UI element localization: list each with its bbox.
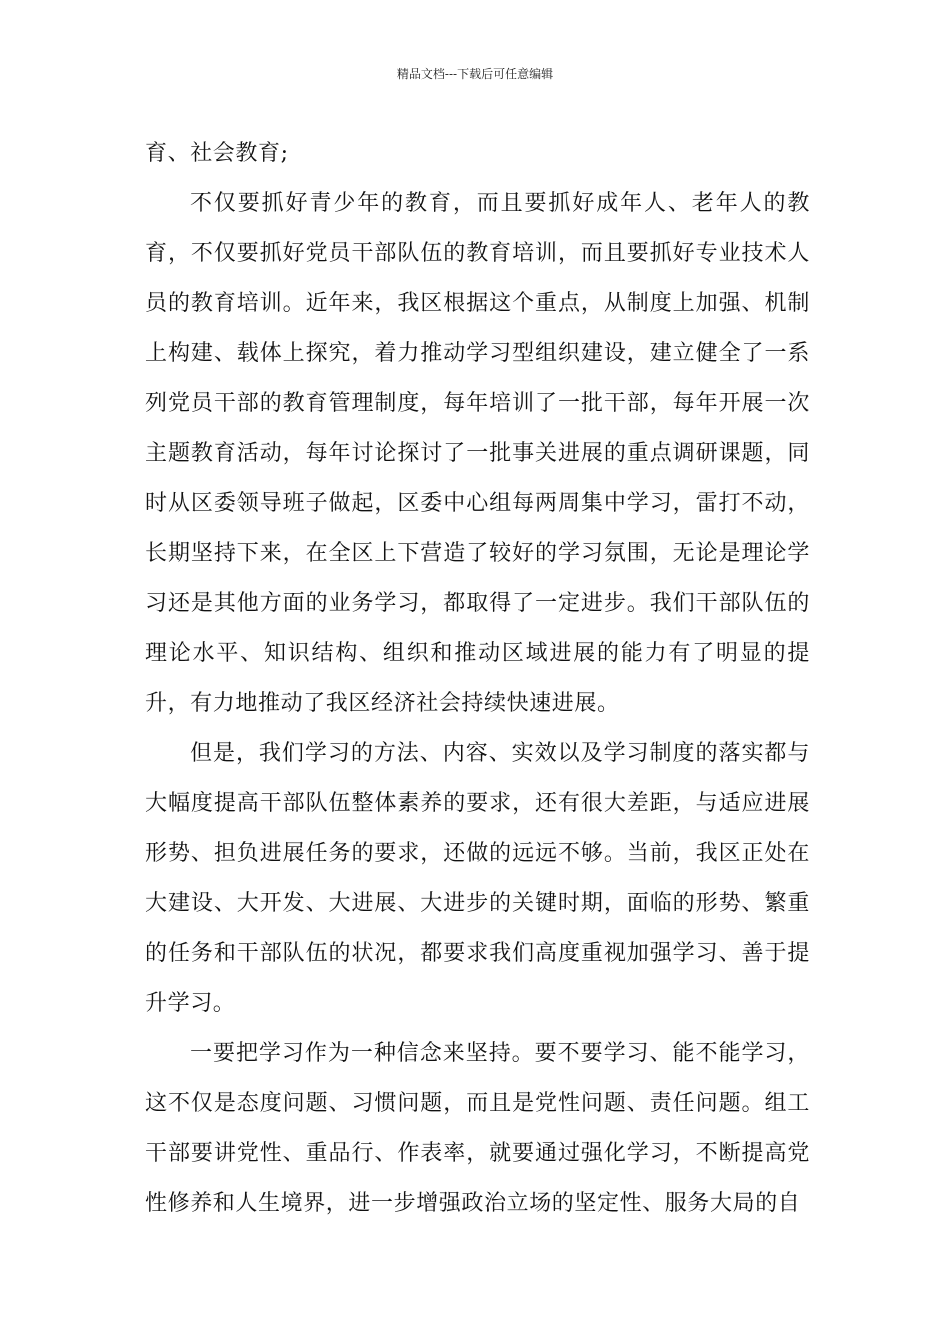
paragraph-shortcomings: 但是，我们学习的方法、内容、实效以及学习制度的落实都与大幅度提高干部队伍整体素养的要求，还有很大差距，与适应进展形势、担负进展任务的要求，还做的远远不够。当前，我区正处在大建设、大开发、大进展、大进步的关键时期，面临的形势、繁重的任务和干部队伍的状况，都要求我们高度重视加强学习、善于提升学习。 — [145, 741, 810, 1016]
document-body — [145, 129, 810, 1229]
paragraph-learning-belief: 一要把学习作为一种信念来坚持。要不要学习、能不能学习，这不仅是态度问题、习惯问题，而且是党性问题、责任问题。组工干部要讲党性、重品行、作表率，就要通过强化学习，不断提高党性修养和人生境界，进一步增强政治立场的坚定性、服务大局的自 — [145, 1041, 810, 1216]
paragraph-continuation: 育、社会教育; — [145, 141, 289, 166]
paragraph-education-scope: 不仅要抓好青少年的教育，而且要抓好成年人、老年人的教育，不仅要抓好党员干部队伍的教育培训，而且要抓好专业技术人员的教育培训。近年来，我区根据这个重点，从制度上加强、机制上构建、载体上探究，着力推动学习型组织建设，建立健全了一系列党员干部的教育管理制度，每年培训了一批干部，每年开展一次主题教育活动，每年讨论探讨了一批事关进展的重点调研课题，同时从区委领导班子做起，区委中心组每两周集中学习，雷打不动，长期坚持下来，在全区上下营造了较好的学习氛围，无论是理论学习还是其他方面的业务学习，都取得了一定进步。我们干部队伍的理论水平、知识结构、组织和推动区域进展的能力有了明显的提升，有力地推动了我区经济社会持续快速进展。 — [145, 191, 810, 716]
page-header: 精品文档---下载后可任意编辑 — [396, 67, 554, 81]
